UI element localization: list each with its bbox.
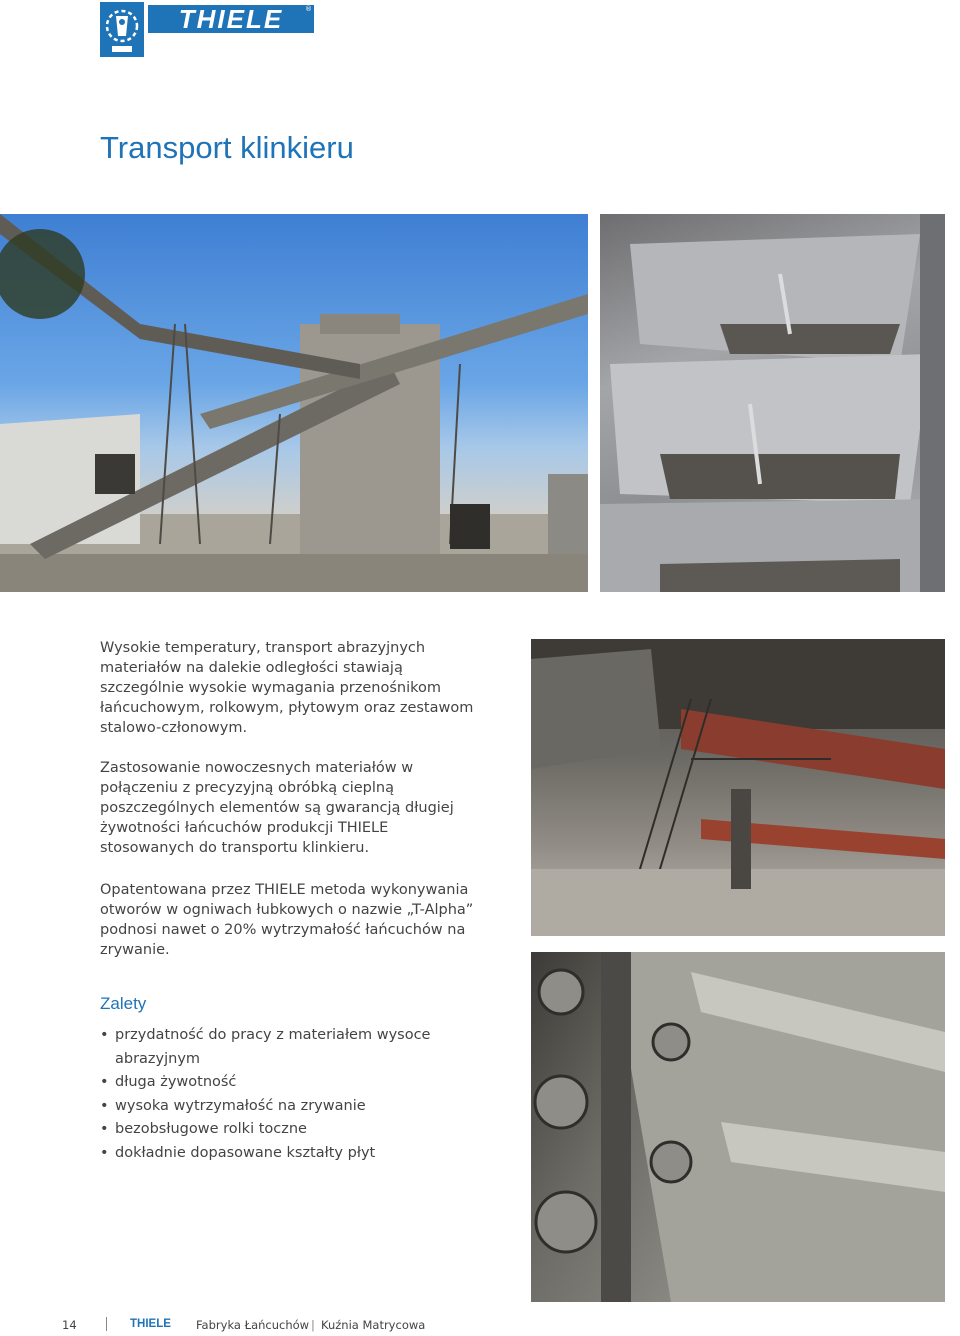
footer-forge-name: Kuźnia Matrycowa <box>321 1318 426 1332</box>
footer-brand: THIELE <box>130 1318 171 1330</box>
footer-separator: | <box>311 1318 315 1332</box>
page-footer <box>0 1316 960 1336</box>
photo-conveyor-hall <box>531 639 945 936</box>
photo-clinker-buckets <box>600 214 945 592</box>
registered-mark: ® <box>305 5 312 13</box>
chain-emblem-icon <box>100 2 144 57</box>
benefit-item: • przydatność do pracy z materiałem wysoce abrazyjnym <box>100 1024 480 1071</box>
footer-factory-name: Fabryka Łańcuchów <box>196 1318 310 1332</box>
benefit-item: • długa żywotność <box>100 1071 480 1095</box>
photo-roller-chain-closeup <box>531 952 945 1302</box>
benefit-item: • wysoka wytrzymałość na zrywanie <box>100 1095 480 1119</box>
page-title: Transport klinkieru <box>100 130 354 165</box>
benefits-heading: Zalety <box>100 994 147 1013</box>
photo-clinker-conveyor-plant <box>0 214 588 592</box>
benefit-item: • bezobsługowe rolki toczne <box>100 1118 480 1142</box>
benefit-item: • dokładnie dopasowane kształty płyt <box>100 1142 480 1166</box>
logo-wordmark: THIELE <box>148 5 314 33</box>
thiele-logo <box>100 2 316 57</box>
page-number: 14 <box>62 1318 77 1332</box>
benefits-list <box>100 1024 480 1166</box>
footer-divider <box>106 1317 107 1331</box>
intro-paragraph: Wysokie temperatury, transport abrazyjnych materiałów na dalekie odległości stawiają szczególnie wysokie wymagania przenośnikom łańcuchowym, rolkowym, płytowym oraz zestawom stalowo-członowym. <box>100 640 474 736</box>
materials-paragraph: Zastosowanie nowoczesnych materiałów w połączeniu z precyzyjną obróbką cieplną poszczególnych elementów są gwarancją długiej żywotności łańcuchów produkcji THIELE stosowanych do transportu klinkieru. <box>100 760 454 856</box>
t-alpha-paragraph: Opatentowana przez THIELE metoda wykonywania otworów w ogniwach łubkowych o nazwie „T-Alpha” podnosi nawet o 20% wytrzymałość łańcuchów na zrywanie. <box>100 882 474 958</box>
